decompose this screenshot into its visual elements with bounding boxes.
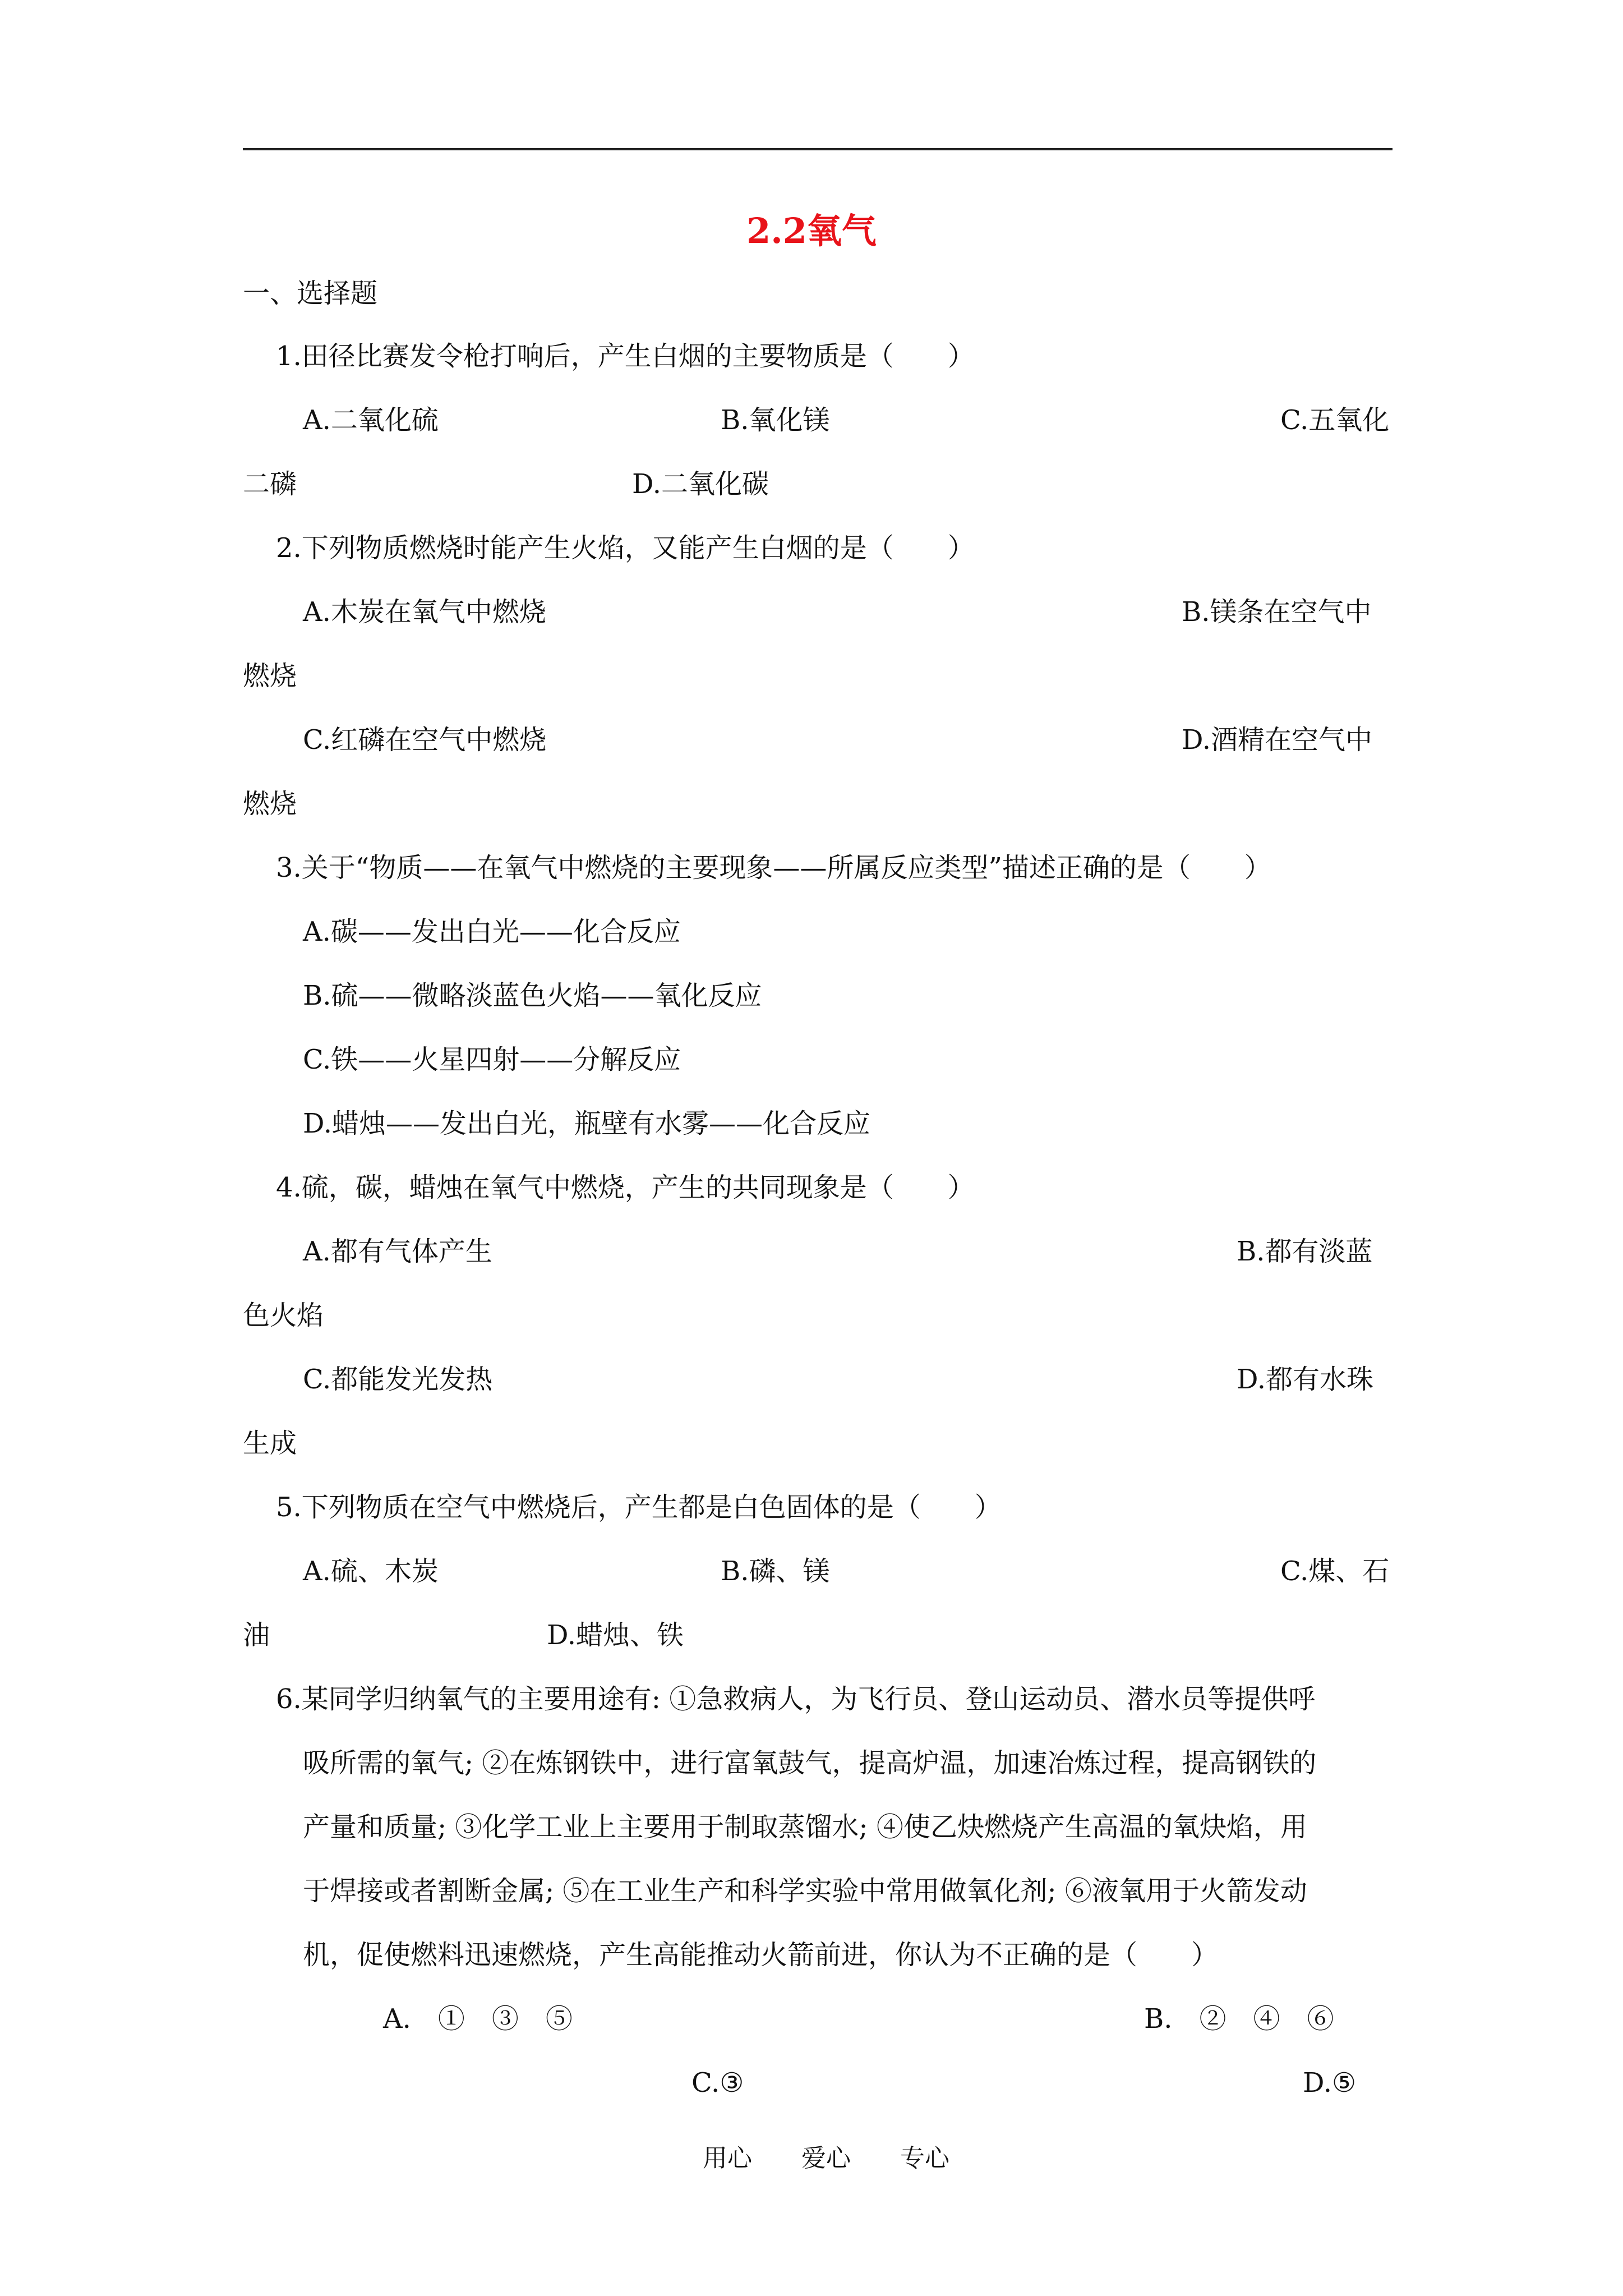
page-footer: 用心 爱心 专心	[703, 2144, 949, 2173]
question-2-option-a: A.木炭在氧气中燃烧	[303, 596, 546, 628]
question-2-option-d-cont: 燃烧	[243, 788, 297, 820]
question-4-option-d-cont: 生成	[243, 1428, 297, 1459]
question-5-stem: 5.下列物质在空气中燃烧后，产生都是白色固体的是（ ）	[276, 1492, 1002, 1523]
question-4-option-b: B.都有淡蓝	[1237, 1236, 1373, 1267]
question-3-option-d: D.蜡烛——发出白光，瓶壁有水雾——化合反应	[303, 1108, 871, 1139]
question-6-option-c: C.③	[691, 2067, 744, 2099]
question-5-option-c: C.煤、石	[1280, 1556, 1390, 1587]
question-2-option-c: C.红磷在空气中燃烧	[303, 724, 547, 756]
question-2-stem: 2.下列物质燃烧时能产生火焰，又能产生白烟的是（ ）	[276, 532, 975, 564]
question-2-option-b-cont: 燃烧	[243, 660, 297, 692]
question-6-stem-line-3: 产量和质量; ③化学工业上主要用于制取蒸馏水; ④使乙炔燃烧产生高温的氧炔焰，用	[303, 1811, 1307, 1843]
question-3-stem: 3.关于“物质——在氧气中燃烧的主要现象——所属反应类型”描述正确的是（ ）	[276, 852, 1271, 884]
question-4-option-b-cont: 色火焰	[243, 1300, 324, 1331]
question-4-option-d: D.都有水珠	[1237, 1364, 1374, 1395]
question-1-stem: 1.田径比赛发令枪打响后，产生白烟的主要物质是（ ）	[276, 341, 975, 372]
question-1-option-b: B.氧化镁	[721, 404, 830, 436]
question-5-option-b: B.磷、镁	[721, 1556, 830, 1587]
question-6-stem-line-2: 吸所需的氧气; ②在炼钢铁中，进行富氧鼓气，提高炉温，加速冶炼过程，提高钢铁的	[303, 1747, 1317, 1779]
question-1-option-d: D.二氧化碳	[632, 468, 769, 500]
question-6-option-b: B. ② ④ ⑥	[1144, 2003, 1334, 2035]
question-2-option-d: D.酒精在空气中	[1182, 724, 1373, 756]
section-heading: 一、选择题	[243, 278, 378, 309]
page-title: 2.2氧气	[746, 210, 877, 251]
question-3-option-c: C.铁——火星四射——分解反应	[303, 1044, 681, 1075]
question-5-option-d: D.蜡烛、铁	[547, 1619, 684, 1651]
question-6-stem-line-4: 于焊接或者割断金属; ⑤在工业生产和科学实验中常用做氧化剂; ⑥液氧用于火箭发动	[303, 1875, 1307, 1907]
question-4-option-c: C.都能发光发热	[303, 1364, 493, 1395]
question-4-option-a: A.都有气体产生	[303, 1236, 492, 1267]
question-5-option-c-cont: 油	[243, 1619, 270, 1651]
question-5-option-a: A.硫、木炭	[303, 1556, 439, 1587]
question-6-stem-line-1: 6.某同学归纳氧气的主要用途有: ①急救病人，为飞行员、登山运动员、潜水员等提供呼	[276, 1683, 1316, 1715]
question-1-option-c-cont: 二磷	[243, 468, 297, 500]
header-rule	[243, 148, 1393, 150]
question-6-stem-line-5: 机，促使燃料迅速燃烧，产生高能推动火箭前进，你认为不正确的是（ ）	[303, 1939, 1219, 1971]
question-1-option-c: C.五氧化	[1280, 404, 1390, 436]
question-4-stem: 4.硫，碳，蜡烛在氧气中燃烧，产生的共同现象是（ ）	[276, 1172, 975, 1203]
question-3-option-b: B.硫——微略淡蓝色火焰——氧化反应	[303, 980, 762, 1011]
question-2-option-b: B.镁条在空气中	[1182, 596, 1372, 628]
question-6-option-d: D.⑤	[1303, 2067, 1357, 2099]
question-6-option-a: A. ① ③ ⑤	[383, 2003, 573, 2035]
question-3-option-a: A.碳——发出白光——化合反应	[303, 916, 681, 947]
question-1-option-a: A.二氧化硫	[303, 404, 439, 436]
